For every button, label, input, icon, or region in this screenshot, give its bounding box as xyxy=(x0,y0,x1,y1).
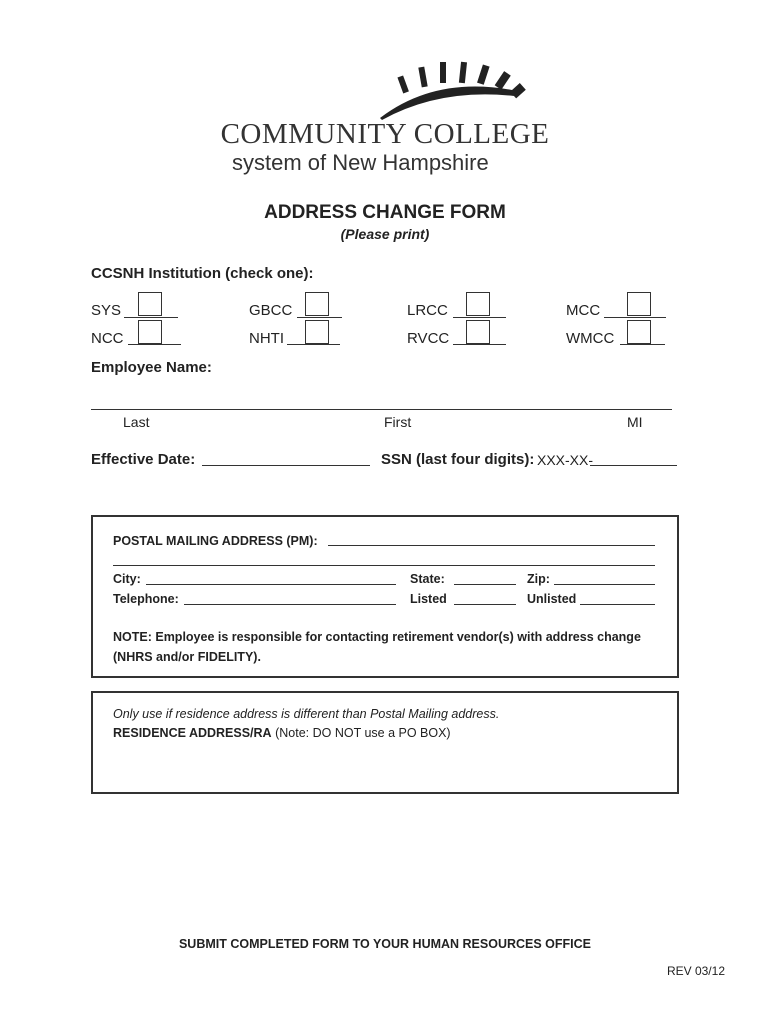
logo-text-main: COMMUNITY COLLEGE xyxy=(220,118,550,150)
ssn-prefix: XXX-XX- xyxy=(537,452,594,468)
institution-nhti-label: NHTI xyxy=(249,330,284,347)
name-last-label: Last xyxy=(123,414,150,430)
college-logo-icon xyxy=(380,56,530,122)
institution-ncc-label: NCC xyxy=(91,330,124,347)
institution-sys-label: SYS xyxy=(91,302,122,319)
institution-lrcc-checkbox[interactable] xyxy=(466,292,490,316)
employee-name-field[interactable] xyxy=(91,409,672,410)
institution-lrcc-label: LRCC xyxy=(407,302,448,319)
residence-label-row xyxy=(113,726,451,740)
zip-field[interactable] xyxy=(554,584,655,585)
employee-name-label: Employee Name: xyxy=(91,359,212,376)
form-subtitle: (Please print) xyxy=(340,226,430,242)
institution-mcc-checkbox[interactable] xyxy=(627,292,651,316)
state-label: State: xyxy=(410,572,445,586)
residence-note: (Note: DO NOT use a PO BOX) xyxy=(275,726,451,740)
institution-sys-checkbox[interactable] xyxy=(138,292,162,316)
institution-wmcc-checkbox[interactable] xyxy=(627,320,651,344)
name-mi-label: MI xyxy=(627,414,643,430)
listed-field[interactable] xyxy=(454,604,516,605)
effective-date-label: Effective Date: xyxy=(91,451,196,468)
residence-instruction: Only use if residence address is different than Postal Mailing address. xyxy=(113,707,500,721)
form-title: ADDRESS CHANGE FORM xyxy=(264,202,506,223)
unlisted-field[interactable] xyxy=(580,604,655,605)
residence-address-label: RESIDENCE ADDRESS/RA xyxy=(113,726,272,740)
institution-label: CCSNH Institution (check one): xyxy=(91,265,314,282)
institution-gbcc-checkbox[interactable] xyxy=(305,292,329,316)
city-field[interactable] xyxy=(146,584,396,585)
postal-address-field-2[interactable] xyxy=(113,565,655,566)
retirement-note-line1: NOTE: Employee is responsible for contacting retirement vendor(s) with address change xyxy=(113,630,641,644)
institution-wmcc-label: WMCC xyxy=(566,330,615,347)
state-field[interactable] xyxy=(454,584,516,585)
postal-address-label: POSTAL MAILING ADDRESS (PM): xyxy=(113,534,318,548)
institution-rvcc-checkbox[interactable] xyxy=(466,320,490,344)
telephone-field[interactable] xyxy=(184,604,396,605)
city-label: City: xyxy=(113,572,141,586)
unlisted-label: Unlisted xyxy=(527,592,577,606)
submit-instruction: SUBMIT COMPLETED FORM TO YOUR HUMAN RESOURCES OFFICE xyxy=(178,937,592,951)
revision-label: REV 03/12 xyxy=(666,964,725,978)
ssn-field[interactable] xyxy=(590,465,677,466)
ssn-label: SSN (last four digits): xyxy=(381,451,535,468)
effective-date-field[interactable] xyxy=(202,465,370,466)
telephone-label: Telephone: xyxy=(113,592,179,606)
retirement-note-line2: (NHRS and/or FIDELITY). xyxy=(113,650,261,664)
zip-label: Zip: xyxy=(527,572,550,586)
name-first-label: First xyxy=(384,414,412,430)
logo-text-sub: system of New Hampshire xyxy=(232,150,489,175)
institution-mcc-label: MCC xyxy=(566,302,601,319)
institution-nhti-checkbox[interactable] xyxy=(305,320,329,344)
institution-ncc-checkbox[interactable] xyxy=(138,320,162,344)
postal-address-field[interactable] xyxy=(328,545,655,546)
institution-rvcc-label: RVCC xyxy=(407,330,450,347)
listed-label: Listed xyxy=(410,592,447,606)
institution-gbcc-label: GBCC xyxy=(249,302,293,319)
